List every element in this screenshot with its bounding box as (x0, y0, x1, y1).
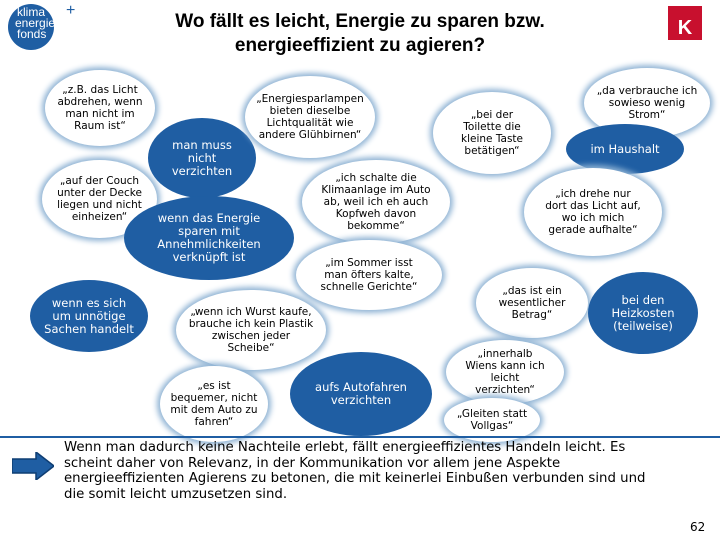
bubble-text: „Gleiten statt Vollgas“ (456, 408, 528, 432)
bubble-text: „da verbrauche ich sowieso wenig Strom“ (596, 85, 698, 121)
bubble-haushalt (566, 124, 684, 174)
bubble-text: wenn das Energie sparen mit Annehmlichkeiten verknüpft ist (157, 211, 261, 264)
bubble-unnoetige-sachen (30, 280, 148, 352)
bubble-innerhalb-wiens (446, 340, 564, 404)
bubble-energiesparlampen (245, 76, 375, 158)
bubble-betrag (476, 268, 588, 338)
bubble-annehmlichkeiten (124, 196, 294, 280)
k-logo: K (668, 6, 702, 40)
bubble-text: „innerhalb Wiens kann ich leicht verzichten“ (465, 348, 545, 396)
logo-line-2: energie (15, 16, 56, 30)
page-number: 62 (690, 520, 706, 534)
bubble-nicht-verzichten (148, 118, 256, 198)
page-title: Wo fällt es leicht, Energie zu sparen bzw. energieeffizient zu agieren? (175, 11, 545, 56)
bubble-licht-aufhalte (524, 168, 662, 256)
bubble-text: „auf der Couch unter der Decke liegen und nicht einheizen“ (57, 175, 142, 223)
bubble-text: „das ist ein wesentlicher Betrag“ (498, 285, 566, 321)
bubble-licht-abdrehen (45, 70, 155, 146)
logo-plus: + (66, 2, 76, 19)
logo-line-1: klima (17, 5, 46, 19)
bubble-text: „es ist bequemer, nicht mit dem Auto zu fahren“ (170, 380, 258, 428)
bubble-bequemer (160, 366, 268, 442)
bubble-autofahren (290, 352, 432, 436)
logo-line-3: fonds (17, 27, 47, 41)
bubble-text: „bei der Toilette die kleine Taste betätigen“ (461, 109, 523, 157)
bubble-text: man muss nicht verzichten (171, 137, 233, 178)
right-arrow-icon (12, 452, 54, 480)
bubble-text: aufs Autofahren verzichten (315, 380, 407, 407)
bubble-sommer-gerichte (296, 240, 442, 310)
klimafonds-logo (8, 4, 78, 48)
bubble-text: „wenn ich Wurst kaufe, brauche ich kein Plastik zwischen jeder Scheibe“ (188, 306, 314, 354)
bubble-wurst-kaufe (176, 290, 326, 370)
bubble-klimaanlage (302, 160, 450, 244)
bubble-text: „ich drehe nur dort das Licht auf, wo ich mich gerade aufhalte“ (545, 188, 641, 236)
bubble-heizkosten (588, 272, 698, 354)
bubble-text: „Energiesparlampen bieten dieselbe Lichtqualität wie andere Glühbirnen“ (256, 93, 364, 141)
divider-line (0, 436, 720, 438)
bubble-text: „ich schalte die Klimaanlage im Auto ab, weil ich eh auch Kopfweh davon bekomme“ (321, 172, 431, 232)
bubble-text: „im Sommer isst man öfters kalte, schnelle Gerichte“ (320, 257, 418, 293)
bubble-text: im Haushalt (590, 141, 660, 156)
bubble-text: wenn es sich um unnötige Sachen handelt (44, 295, 134, 336)
bubble-text: bei den Heizkosten (teilweise) (611, 292, 675, 333)
conclusion-text: Wenn man dadurch keine Nachteile erlebt, fällt energieeffizientes Handeln leicht. Es scheint daher von Relevanz, in der Kommunikation vor allem jene Aspekte energieeffizienten Agierens zu betonen, die mit keinerlei Einbußen verbunden sind und die somit leicht umzusetzen sind. (64, 440, 646, 502)
bubble-text: „z.B. das Licht abdrehen, wenn man nicht im Raum ist“ (57, 84, 143, 132)
bubble-toilette (433, 92, 551, 174)
